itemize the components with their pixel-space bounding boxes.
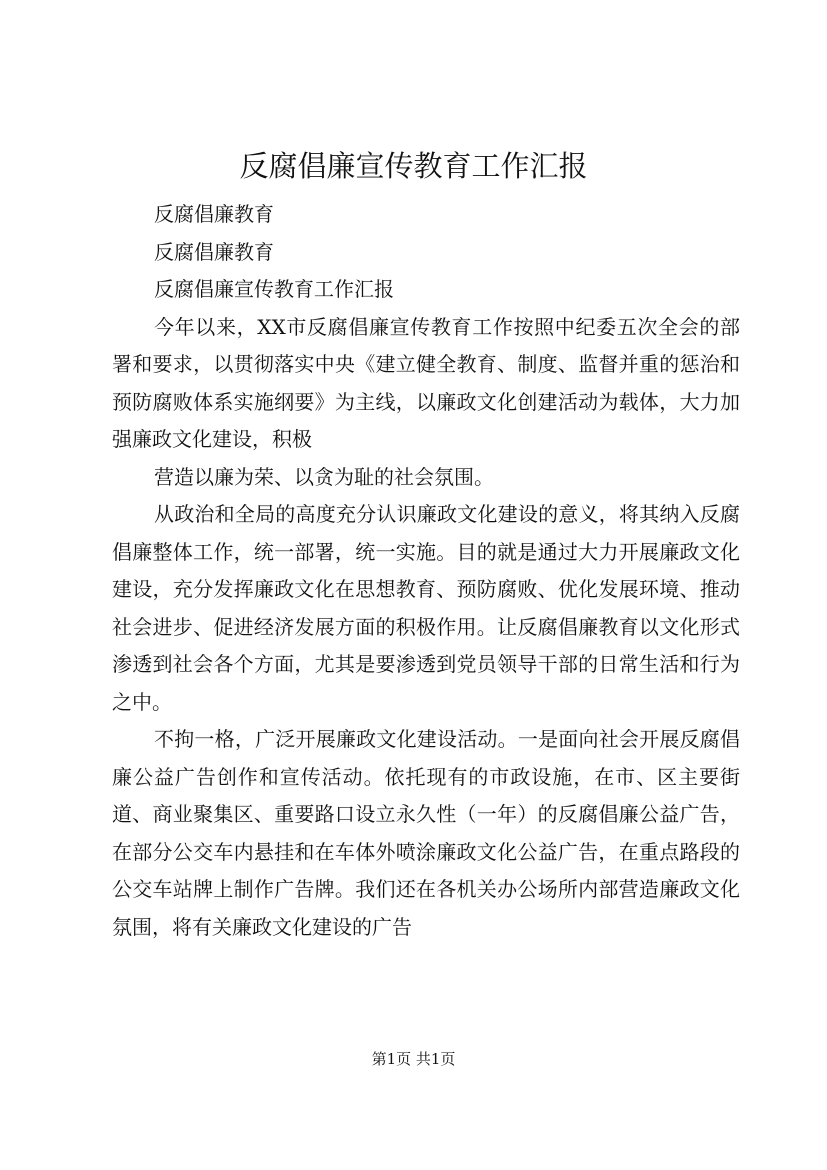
paragraph: 反腐倡廉教育 — [154, 239, 274, 264]
page-footer: 第1页 共1页 — [371, 1050, 456, 1068]
document-body — [112, 196, 740, 946]
paragraph: 今年以来，XX市反腐倡廉宣传教育工作按照中纪委五次全会的部署和要求，以贯彻落实中央《建立健全教育、制度、监督并重的惩治和预防腐败体系实施纲要》为主线，以廉政文化创建活动为载体，大力加强廉政文化建设，积极 — [112, 314, 740, 451]
paragraph: 从政治和全局的高度充分认识廉政文化建设的意义，将其纳入反腐倡廉整体工作，统一部署，统一实施。目的就是通过大力开展廉政文化建设，充分发挥廉政文化在思想教育、预防腐败、优化发展环境、推动社会进步、促进经济发展方面的积极作用。让反腐倡廉教育以文化形式渗透到社会各个方面，尤其是要渗透到党员领导干部的日常生活和行为之中。 — [112, 502, 740, 714]
paragraph: 反腐倡廉宣传教育工作汇报 — [154, 277, 394, 301]
document-title: 反腐倡廉宣传教育工作汇报 — [239, 149, 588, 183]
paragraph: 反腐倡廉教育 — [154, 202, 274, 226]
paragraph: 营造以廉为荣、以贪为耻的社会氛围。 — [154, 464, 494, 489]
paragraph: 不拘一格，广泛开展廉政文化建设活动。一是面向社会开展反腐倡廉公益广告创作和宣传活动。依托现有的市政设施，在市、区主要街道、商业聚集区、重要路口设立永久性（一年）的反腐倡廉公益广告，在部分公交车内悬挂和在车体外喷涂廉政文化公益广告，在重点路段的公交车站牌上制作广告牌。我们还在各机关办公场所内部营造廉政文化氛围，将有关廉政文化建设的广告 — [112, 727, 740, 939]
